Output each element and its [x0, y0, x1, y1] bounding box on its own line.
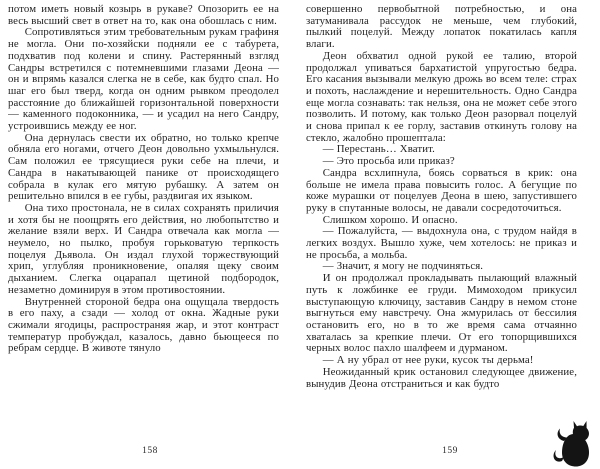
paragraph: Она тихо простонала, не в силах сохранять приличия и хотя бы не поощрять его действия, но любопытство и желание взяли верх. И Сандра отвечала как могла — неумело, но пылко, пробуя горьковатую терпкость поцелуя Дьявола. Он издал глухой торжествующий хрип, углубляя проникновение, опаляя щеку своим дыханием. Слегка оцарапал щетиной подбородок, незаметно доминируя в этом противостоянии.	[8, 201, 279, 296]
paragraph: И он продолжал прокладывать пылающий влажный путь к ложбинке ее груди. Мимоходом прикусил выступающую ключицу, заставив Сандру в немом стоне выгнуться ему навстречу. Она жмурилась от бессилия остановить его, но в то же время сама отчаянно хваталась за крепкие плечи. От его топорщившихся черных волос пахло шалфеем и дурманом.	[306, 272, 577, 355]
page-number-right: 159	[442, 446, 458, 456]
book-page-right	[300, 0, 600, 469]
paragraph: Сандра всхлипнула, боясь сорваться в крик: она больше не имела права повысить голос. А бегущие по коже мурашки от поцелуев Деона в шею, запустившего руку в спутанные волосы, не давали сосредоточиться.	[306, 166, 577, 214]
paragraph: Сопротивляться этим требовательным рукам графиня не могла. Они по-хозяйски подняли ее с табурета, подхватив под колени и спину. Растерянный взгляд Сандры встретился с потемневшими глазами Деона — он и впрямь казался слегка не в себе, как будто спал. Но шаг его был тверд, когда он одним рывком преодолел расстояние до ближайшей горизонтальной поверхности — каменного подоконника, — и усадил на него Сандру, устроившись между ее ног.	[8, 26, 279, 133]
paragraph: потом иметь новый козырь в рукаве? Опозорить ее на весь высший свет в ответ на то, как она обошлась с ним.	[8, 4, 279, 27]
page-number-left: 158	[142, 446, 158, 456]
page-text-left	[8, 4, 279, 438]
page-text-right	[306, 4, 577, 438]
imp-icon	[551, 417, 593, 467]
page-ornament	[551, 417, 593, 467]
paragraph: Неожиданный крик остановил следующее движение, вынудив Деона отстраниться и как будто	[306, 365, 577, 390]
paragraph: — Значит, я могу не подчиняться.	[322, 260, 484, 273]
paragraph: — Перестань… Хватит.	[322, 143, 435, 156]
paragraph: Слишком хорошо. И опасно.	[322, 213, 458, 226]
paragraph: — Пожалуйста, — выдохнула она, с трудом найдя в легких воздух. Вышло хуже, чем хотелось: не приказ и не просьба, а мольба.	[306, 225, 577, 261]
paragraph: Внутренней стороной бедра она ощущала твердость в его паху, а сзади — холод от окна. Жадные руки сжимали ягодицы, распространяя жар, и этот контраст температур пробуждал, казалось, давно бьющееся по ребрам сердце. В животе тянуло	[8, 295, 279, 355]
paragraph: совершенно первобытной потребностью, и она затуманивала рассудок не меньше, чем глубокий, пылкий поцелуй. Между лопаток покатилась капля влаги.	[306, 4, 577, 51]
paragraph: — А ну убрал от нее руки, кусок ты дерьма!	[322, 354, 534, 367]
paragraph: — Это просьба или приказ?	[322, 155, 455, 168]
paragraph: Она дернулась свести их обратно, но только крепче обняла его ногами, отчего Деон довольно ухмыльнулся. Сам положил ее трясущиеся руки себе на плечи, и Сандра в накатывающей панике от происходящего собрала в кулак его мятую рубашку. А затем он решительно впился в ее губы, раздвигая их языком.	[8, 131, 279, 203]
paragraph: Деон обхватил одной рукой ее талию, второй продолжал упиваться бархатистой упругостью бедра. Его касания вызывали мелкую дрожь во всем теле: страх и похоть, наслаждение и нерешительность. Одно Сандра еще могла сознавать: так нельзя, она не может себе этого позволить. И потому, как только Деон разорвал поцелуй и снова припал к ее горлу, заставив откинуть голову на стекло, жалобно прошептала:	[306, 49, 577, 144]
